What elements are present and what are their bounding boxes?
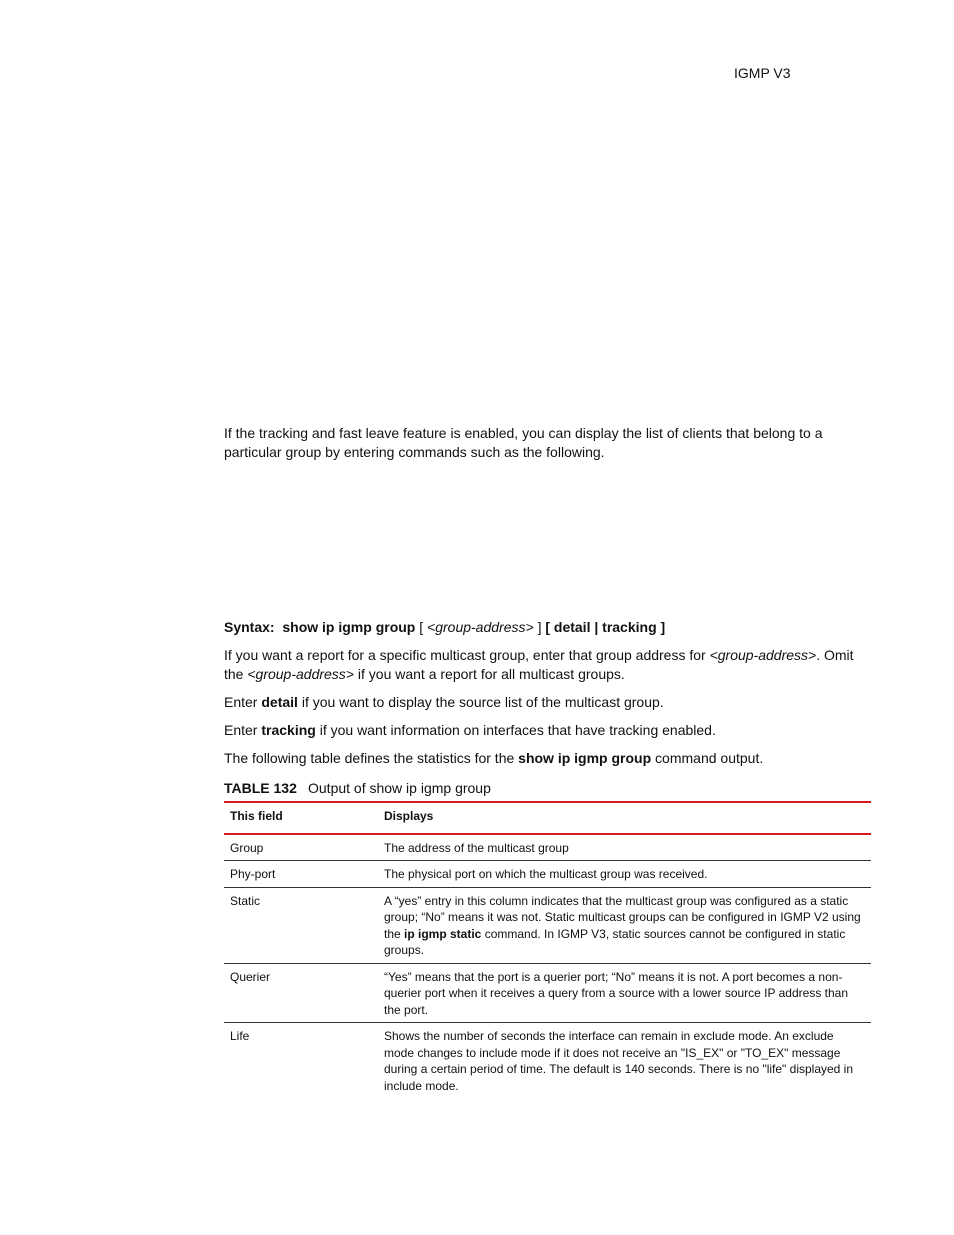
table-header-row bbox=[224, 803, 871, 835]
syntax-open-bracket: [ bbox=[419, 619, 424, 635]
tracking-paragraph bbox=[224, 721, 869, 740]
detail-paragraph bbox=[224, 693, 869, 712]
table-intro-paragraph bbox=[224, 749, 869, 768]
intro-paragraph: If the tracking and fast leave feature is enabled, you can display the list of clients that belong to a particular group by entering commands such as the following. bbox=[224, 425, 823, 460]
table-intro-pre: The following table defines the statistics for the bbox=[224, 750, 519, 766]
syntax-command: show ip igmp group bbox=[282, 619, 416, 635]
row-field: Querier bbox=[230, 969, 271, 984]
static-desc-pre: A “yes” entry in this column indicates that the multicast group was configured as a static group; “No” means it was not. Static multicast groups can be configured in IGMP V2 using the bbox=[384, 893, 861, 941]
row-description: The physical port on which the multicast group was received. bbox=[384, 867, 708, 881]
output-table bbox=[224, 801, 871, 1098]
syntax-close-bracket: ] bbox=[537, 619, 542, 635]
table-caption bbox=[224, 780, 491, 796]
header-field: This field bbox=[230, 809, 283, 823]
static-desc-keyword: ip igmp static bbox=[404, 926, 482, 941]
row-description: “Yes” means that the port is a querier port; “No” means it is not. A port becomes a non-querier port when it receives a query from a source with a lower source IP address than the port. bbox=[384, 969, 849, 1017]
tracking-keyword: tracking bbox=[261, 722, 316, 738]
static-desc-post: command. In IGMP V3, static sources cannot be configured in static groups. bbox=[384, 926, 846, 957]
row-description bbox=[378, 888, 871, 963]
syntax-label: Syntax: bbox=[224, 619, 275, 635]
table-title: Output of show ip igmp group bbox=[308, 780, 491, 796]
report-text-2: . Omit the bbox=[224, 647, 854, 682]
table-row bbox=[224, 964, 871, 1024]
row-field: Phy-port bbox=[230, 867, 276, 881]
header-displays: Displays bbox=[384, 809, 434, 823]
syntax-line bbox=[224, 618, 869, 637]
report-arg-2: <group-address> bbox=[247, 666, 354, 682]
report-text-1: If you want a report for a specific multicast group, enter that group address for bbox=[224, 647, 710, 663]
report-paragraph bbox=[224, 646, 869, 684]
syntax-options: [ detail | tracking ] bbox=[545, 619, 666, 635]
table-intro-keyword: show ip igmp group bbox=[518, 750, 652, 766]
table-row bbox=[224, 888, 871, 964]
detail-pre: Enter bbox=[224, 694, 262, 710]
report-arg-1: <group-address> bbox=[709, 647, 817, 663]
tracking-post: if you want information on interfaces that have tracking enabled. bbox=[315, 722, 716, 738]
row-field: Group bbox=[230, 840, 264, 855]
table-intro-post: command output. bbox=[651, 750, 764, 766]
row-description: Shows the number of seconds the interface can remain in exclude mode. An exclude mode changes to include mode if it does not receive an "IS_EX" or "TO_EX" message during a certain period of time. The default is 140 seconds. There is no "life" displayed in include mode. bbox=[384, 1029, 854, 1093]
row-field: Life bbox=[230, 1029, 250, 1043]
table-number: TABLE 132 bbox=[224, 780, 297, 796]
table-row bbox=[224, 1023, 871, 1098]
detail-keyword: detail bbox=[261, 694, 298, 710]
table-row bbox=[224, 835, 871, 862]
syntax-arg: <group-address> bbox=[427, 619, 534, 635]
detail-post: if you want to display the source list of the multicast group. bbox=[297, 694, 664, 710]
table-row bbox=[224, 861, 871, 888]
row-description: The address of the multicast group bbox=[384, 840, 569, 855]
tracking-pre: Enter bbox=[224, 722, 262, 738]
row-field: Static bbox=[230, 893, 261, 908]
report-text-3: if you want a report for all multicast groups. bbox=[354, 666, 625, 682]
running-header: IGMP V3 bbox=[734, 65, 791, 81]
